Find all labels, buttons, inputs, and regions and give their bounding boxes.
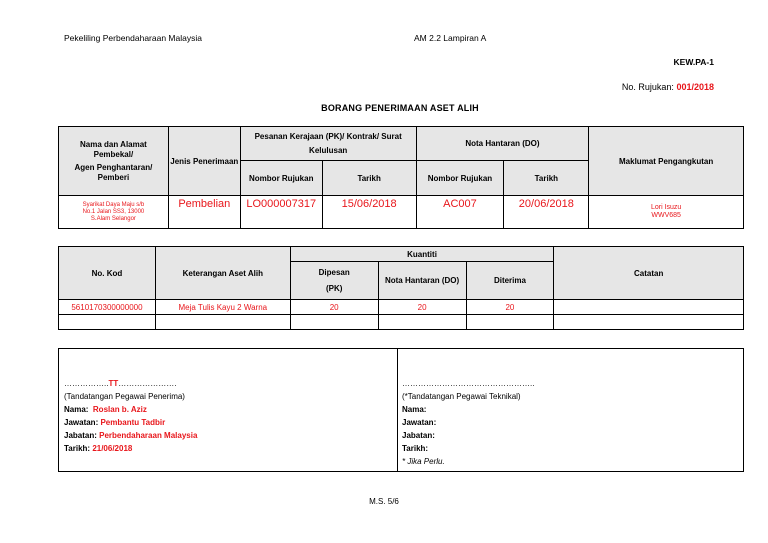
receiver-date-row bbox=[64, 442, 197, 455]
reference-label: No. Rujukan: bbox=[621, 82, 674, 92]
do-date-header: Tarikh bbox=[504, 161, 589, 196]
receiver-position-row bbox=[64, 416, 197, 429]
receiver-date: 21/06/2018 bbox=[92, 444, 133, 453]
empty-cell bbox=[554, 315, 744, 330]
supplier-header-line1: Nama dan Alamat Pembekal/ bbox=[80, 139, 147, 159]
delivery-qty-cell: 20 bbox=[378, 300, 466, 315]
empty-cell bbox=[155, 315, 290, 330]
pk-ref-cell: LO000007317 bbox=[240, 196, 322, 229]
circular-title: Pekeliling Perbendaharaan Malaysia bbox=[64, 33, 202, 43]
empty-cell bbox=[378, 315, 466, 330]
date-label: Tarikh: bbox=[64, 444, 91, 453]
receiver-signature-panel bbox=[59, 349, 398, 471]
table-row bbox=[59, 315, 744, 330]
receiver-details bbox=[64, 377, 197, 455]
supplier-line: S.Alam Selangor bbox=[90, 215, 136, 222]
receiver-department-row bbox=[64, 429, 197, 442]
received-header: Diterima bbox=[466, 262, 554, 300]
form-title: BORANG PENERIMAAN ASET ALIH bbox=[321, 103, 479, 113]
receiver-name-row bbox=[64, 403, 197, 416]
description-cell: Meja Tulis Kayu 2 Warna bbox=[155, 300, 290, 315]
transport-header: Maklumat Pengangkutan bbox=[589, 127, 744, 196]
supplier-line: No.1 Jalan SS3, 13000 bbox=[82, 208, 145, 215]
signature-box bbox=[58, 348, 744, 472]
supplier-header bbox=[59, 127, 169, 196]
technical-signature-line: ………………………………………….. bbox=[402, 379, 535, 388]
do-ref-header: Nombor Rujukan bbox=[416, 161, 504, 196]
pk-date-header: Tarikh bbox=[322, 161, 416, 196]
form-code: KEW.PA-1 bbox=[673, 57, 714, 67]
supplier-cell bbox=[59, 196, 169, 229]
pk-date-cell: 15/06/2018 bbox=[322, 196, 416, 229]
signature-dots: …………….. bbox=[64, 379, 109, 388]
quantity-header: Kuantiti bbox=[290, 247, 554, 262]
code-cell: 5610170300000000 bbox=[59, 300, 156, 315]
receiver-name: Roslan b. Aziz bbox=[92, 405, 147, 414]
delivery-note-header: Nota Hantaran (DO) bbox=[416, 127, 589, 161]
page-number: M.S. 5/6 bbox=[369, 497, 399, 506]
delivery-qty-header: Nota Hantaran (DO) bbox=[378, 262, 466, 300]
government-order-header: Pesanan Kerajaan (PK)/ Kontrak/ Surat Kelulusan bbox=[240, 127, 416, 161]
receipt-table bbox=[58, 126, 744, 229]
reference-number bbox=[622, 82, 714, 92]
appendix-label: AM 2.2 Lampiran A bbox=[414, 33, 487, 43]
supplier-header-line2: Agen Penghantaran/ Pemberi bbox=[74, 162, 153, 182]
code-header: No. Kod bbox=[59, 247, 156, 300]
signature-initial: TT bbox=[108, 379, 119, 388]
technical-details bbox=[402, 377, 534, 468]
empty-cell bbox=[59, 315, 156, 330]
receiver-signature-line bbox=[64, 377, 197, 390]
transport-cell bbox=[589, 196, 744, 229]
description-header: Keterangan Aset Alih bbox=[155, 247, 290, 300]
transport-line: Lori Isuzu bbox=[650, 204, 682, 211]
technical-position-label: Jawatan: bbox=[402, 418, 437, 427]
technical-name-label: Nama: bbox=[402, 405, 427, 414]
receipt-type-header: Jenis Penerimaan bbox=[168, 127, 240, 196]
receiver-department: Perbendaharaan Malaysia bbox=[99, 431, 198, 440]
do-date-cell: 20/06/2018 bbox=[504, 196, 589, 229]
ordered-cell: 20 bbox=[290, 300, 378, 315]
table-row bbox=[59, 300, 744, 315]
do-ref-cell: AC007 bbox=[416, 196, 504, 229]
receiver-position: Pembantu Tadbir bbox=[100, 418, 166, 427]
reference-value: 001/2018 bbox=[676, 82, 714, 92]
technical-department-label: Jabatan: bbox=[402, 431, 435, 440]
empty-cell bbox=[466, 315, 554, 330]
remarks-header: Catatan bbox=[554, 247, 744, 300]
empty-cell bbox=[290, 315, 378, 330]
name-label: Nama: bbox=[64, 405, 89, 414]
signature-dots: …………………. bbox=[118, 379, 177, 388]
asset-table bbox=[58, 246, 744, 330]
pk-ref-header: Nombor Rujukan bbox=[240, 161, 322, 196]
remarks-cell bbox=[554, 300, 744, 315]
department-label: Jabatan: bbox=[64, 431, 97, 440]
received-cell: 20 bbox=[466, 300, 554, 315]
position-label: Jawatan: bbox=[64, 418, 99, 427]
receiver-caption: (Tandatangan Pegawai Penerima) bbox=[64, 392, 185, 401]
technical-caption: (*Tandatangan Pegawai Teknikal) bbox=[402, 392, 521, 401]
technical-signature-panel bbox=[397, 349, 743, 471]
supplier-line: Syarikat Daya Maju s/b bbox=[82, 201, 145, 208]
ordered-header: Dipesan (PK) bbox=[290, 262, 378, 300]
receipt-type-cell: Pembelian bbox=[168, 196, 240, 229]
optional-note: * Jika Perlu. bbox=[402, 457, 445, 466]
technical-date-label: Tarikh: bbox=[402, 444, 429, 453]
transport-line: WWV685 bbox=[651, 212, 681, 219]
